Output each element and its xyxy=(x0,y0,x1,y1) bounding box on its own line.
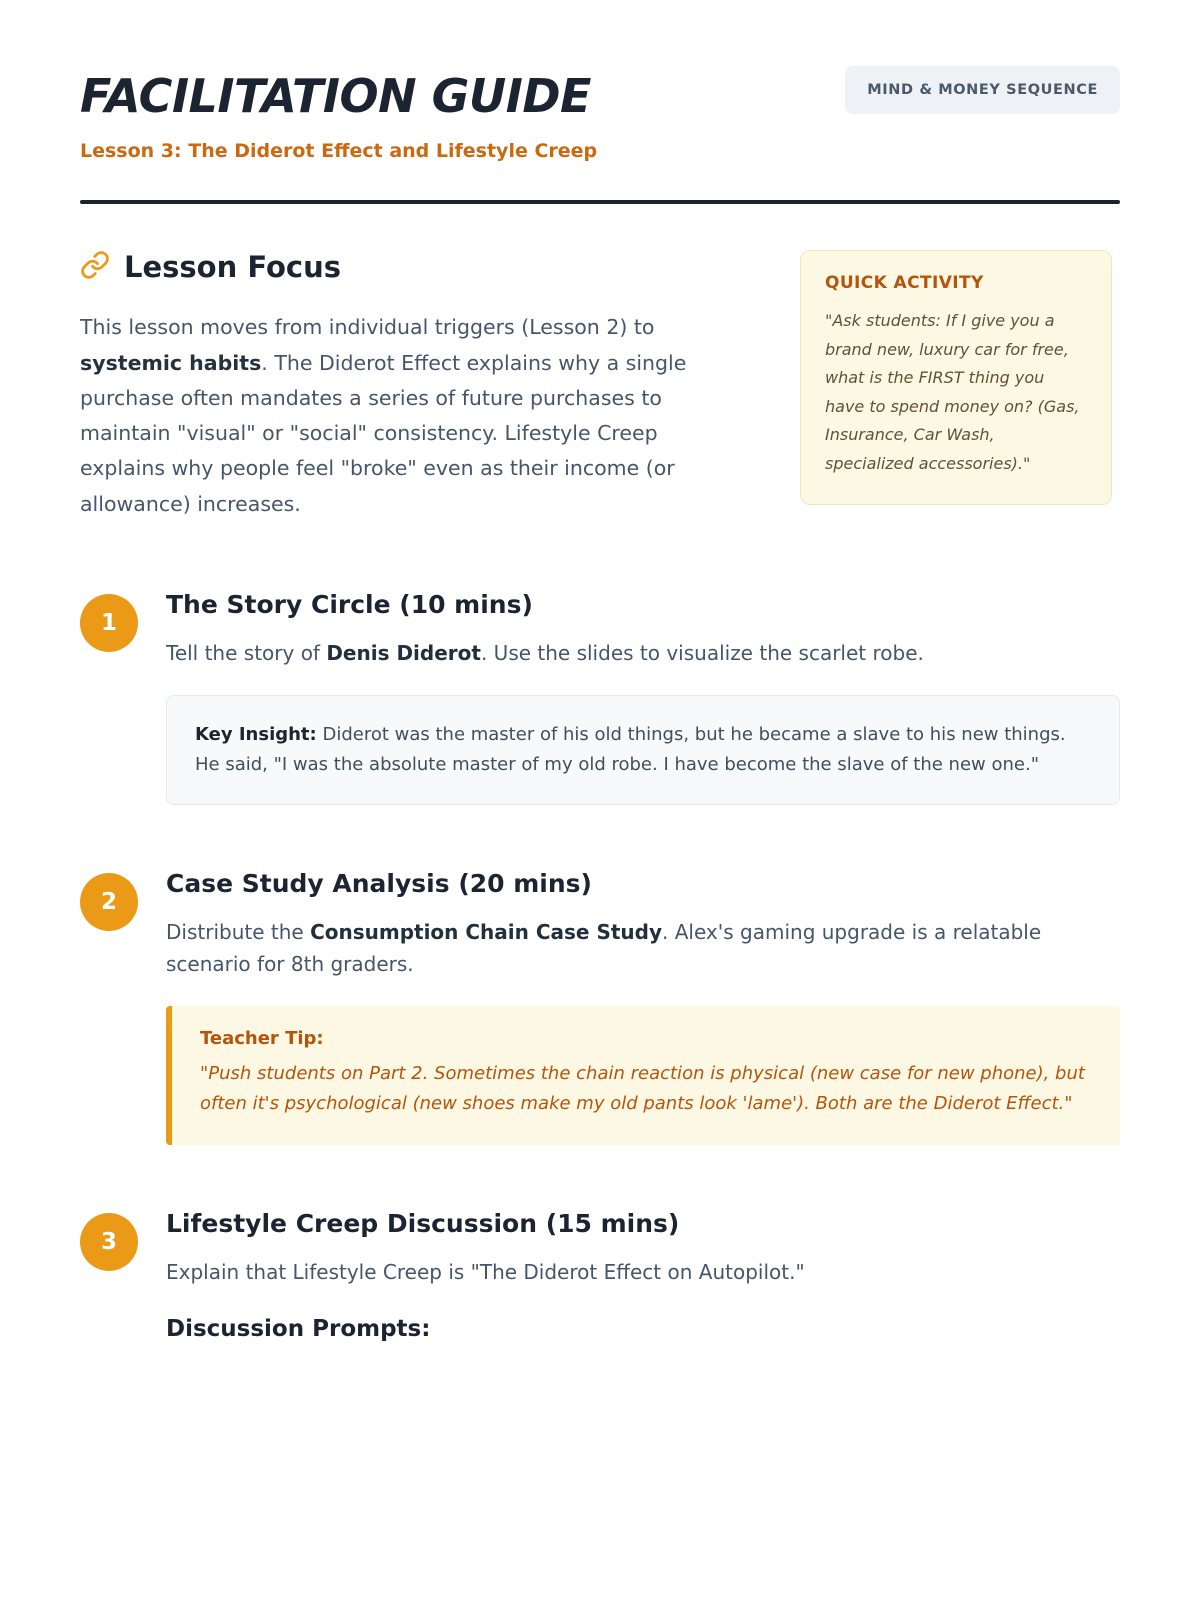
key-insight-box xyxy=(166,695,1120,805)
title-block xyxy=(80,60,597,162)
key-insight-label: Key Insight: xyxy=(195,723,317,745)
teacher-tip-text: "Push students on Part 2. Sometimes the chain reaction is physical (new case for new phone), but often it's psychological (new shoes make my old pants look 'lame'). Both are the Diderot Effect." xyxy=(200,1063,1085,1115)
step-text-part1: Explain that Lifestyle Creep is "The Diderot Effect on Autopilot." xyxy=(166,1260,805,1285)
step-number-badge: 1 xyxy=(80,594,138,652)
focus-text-bold: systemic habits xyxy=(80,350,262,375)
step-text-part2: . Alex's gaming upgrade is a relatable scenario for 8th graders. xyxy=(166,920,1042,977)
step-text-part1: Distribute the xyxy=(166,920,311,945)
page-title: FACILITATION GUIDE xyxy=(80,69,591,123)
step-description xyxy=(166,637,1120,669)
focus-text-part2: . The Diderot Effect explains why a single purchase often mandates a series of future purchases to maintain "visual" or "social" consistency. Lifestyle Creep explains why people feel "broke" even as their income (or allowance) increases. xyxy=(80,350,687,516)
key-insight-text: Diderot was the master of his old things, but he became a slave to his new things. He said, "I was the absolute master of my old robe. I have become the slave of the new one." xyxy=(195,723,1066,776)
step-number-badge: 3 xyxy=(80,1213,138,1271)
step-text-bold: Denis Diderot xyxy=(326,640,481,665)
document-header xyxy=(80,60,1120,162)
link-icon xyxy=(80,250,110,284)
lesson-focus-heading xyxy=(80,250,740,284)
lesson-focus-paragraph xyxy=(80,310,740,522)
step-item xyxy=(80,1207,1120,1342)
teacher-tip-label: Teacher Tip: xyxy=(200,1028,324,1050)
step-description xyxy=(166,916,1120,980)
step-title: Case Study Analysis (20 mins) xyxy=(166,869,592,899)
lesson-focus-main xyxy=(80,250,740,522)
step-body xyxy=(166,588,1120,805)
lesson-focus-section xyxy=(80,250,1120,522)
discussion-prompts-heading: Discussion Prompts: xyxy=(166,1316,431,1343)
focus-text-part1: This lesson moves from individual triggers (Lesson 2) to xyxy=(80,315,655,340)
quick-activity-text: "Ask students: If I give you a brand new, luxury car for free, what is the FIRST thing you have to spend money on? (Gas, Insurance, Car Wash, specialized accessories)." xyxy=(825,311,1080,473)
step-body xyxy=(166,867,1120,1145)
quick-activity-title: QUICK ACTIVITY xyxy=(825,273,984,294)
lesson-focus-title: Lesson Focus xyxy=(124,250,341,285)
step-item xyxy=(80,867,1120,1145)
step-item xyxy=(80,588,1120,805)
step-body xyxy=(166,1207,1120,1342)
teacher-tip-box xyxy=(166,1006,1120,1145)
step-title: The Story Circle (10 mins) xyxy=(166,589,533,619)
step-title: Lifestyle Creep Discussion (15 mins) xyxy=(166,1209,680,1239)
step-description xyxy=(166,1256,1120,1288)
step-text-bold: Consumption Chain Case Study xyxy=(310,920,663,945)
step-text-part1: Tell the story of xyxy=(166,640,327,665)
sequence-badge: MIND & MONEY SEQUENCE xyxy=(845,66,1120,114)
step-text-part2: . Use the slides to visualize the scarlet robe. xyxy=(480,640,924,665)
steps-list xyxy=(80,588,1120,1342)
step-number-badge: 2 xyxy=(80,873,138,931)
quick-activity-card xyxy=(800,250,1112,505)
page-subtitle: Lesson 3: The Diderot Effect and Lifestyle Creep xyxy=(80,140,598,163)
header-divider xyxy=(80,200,1120,204)
